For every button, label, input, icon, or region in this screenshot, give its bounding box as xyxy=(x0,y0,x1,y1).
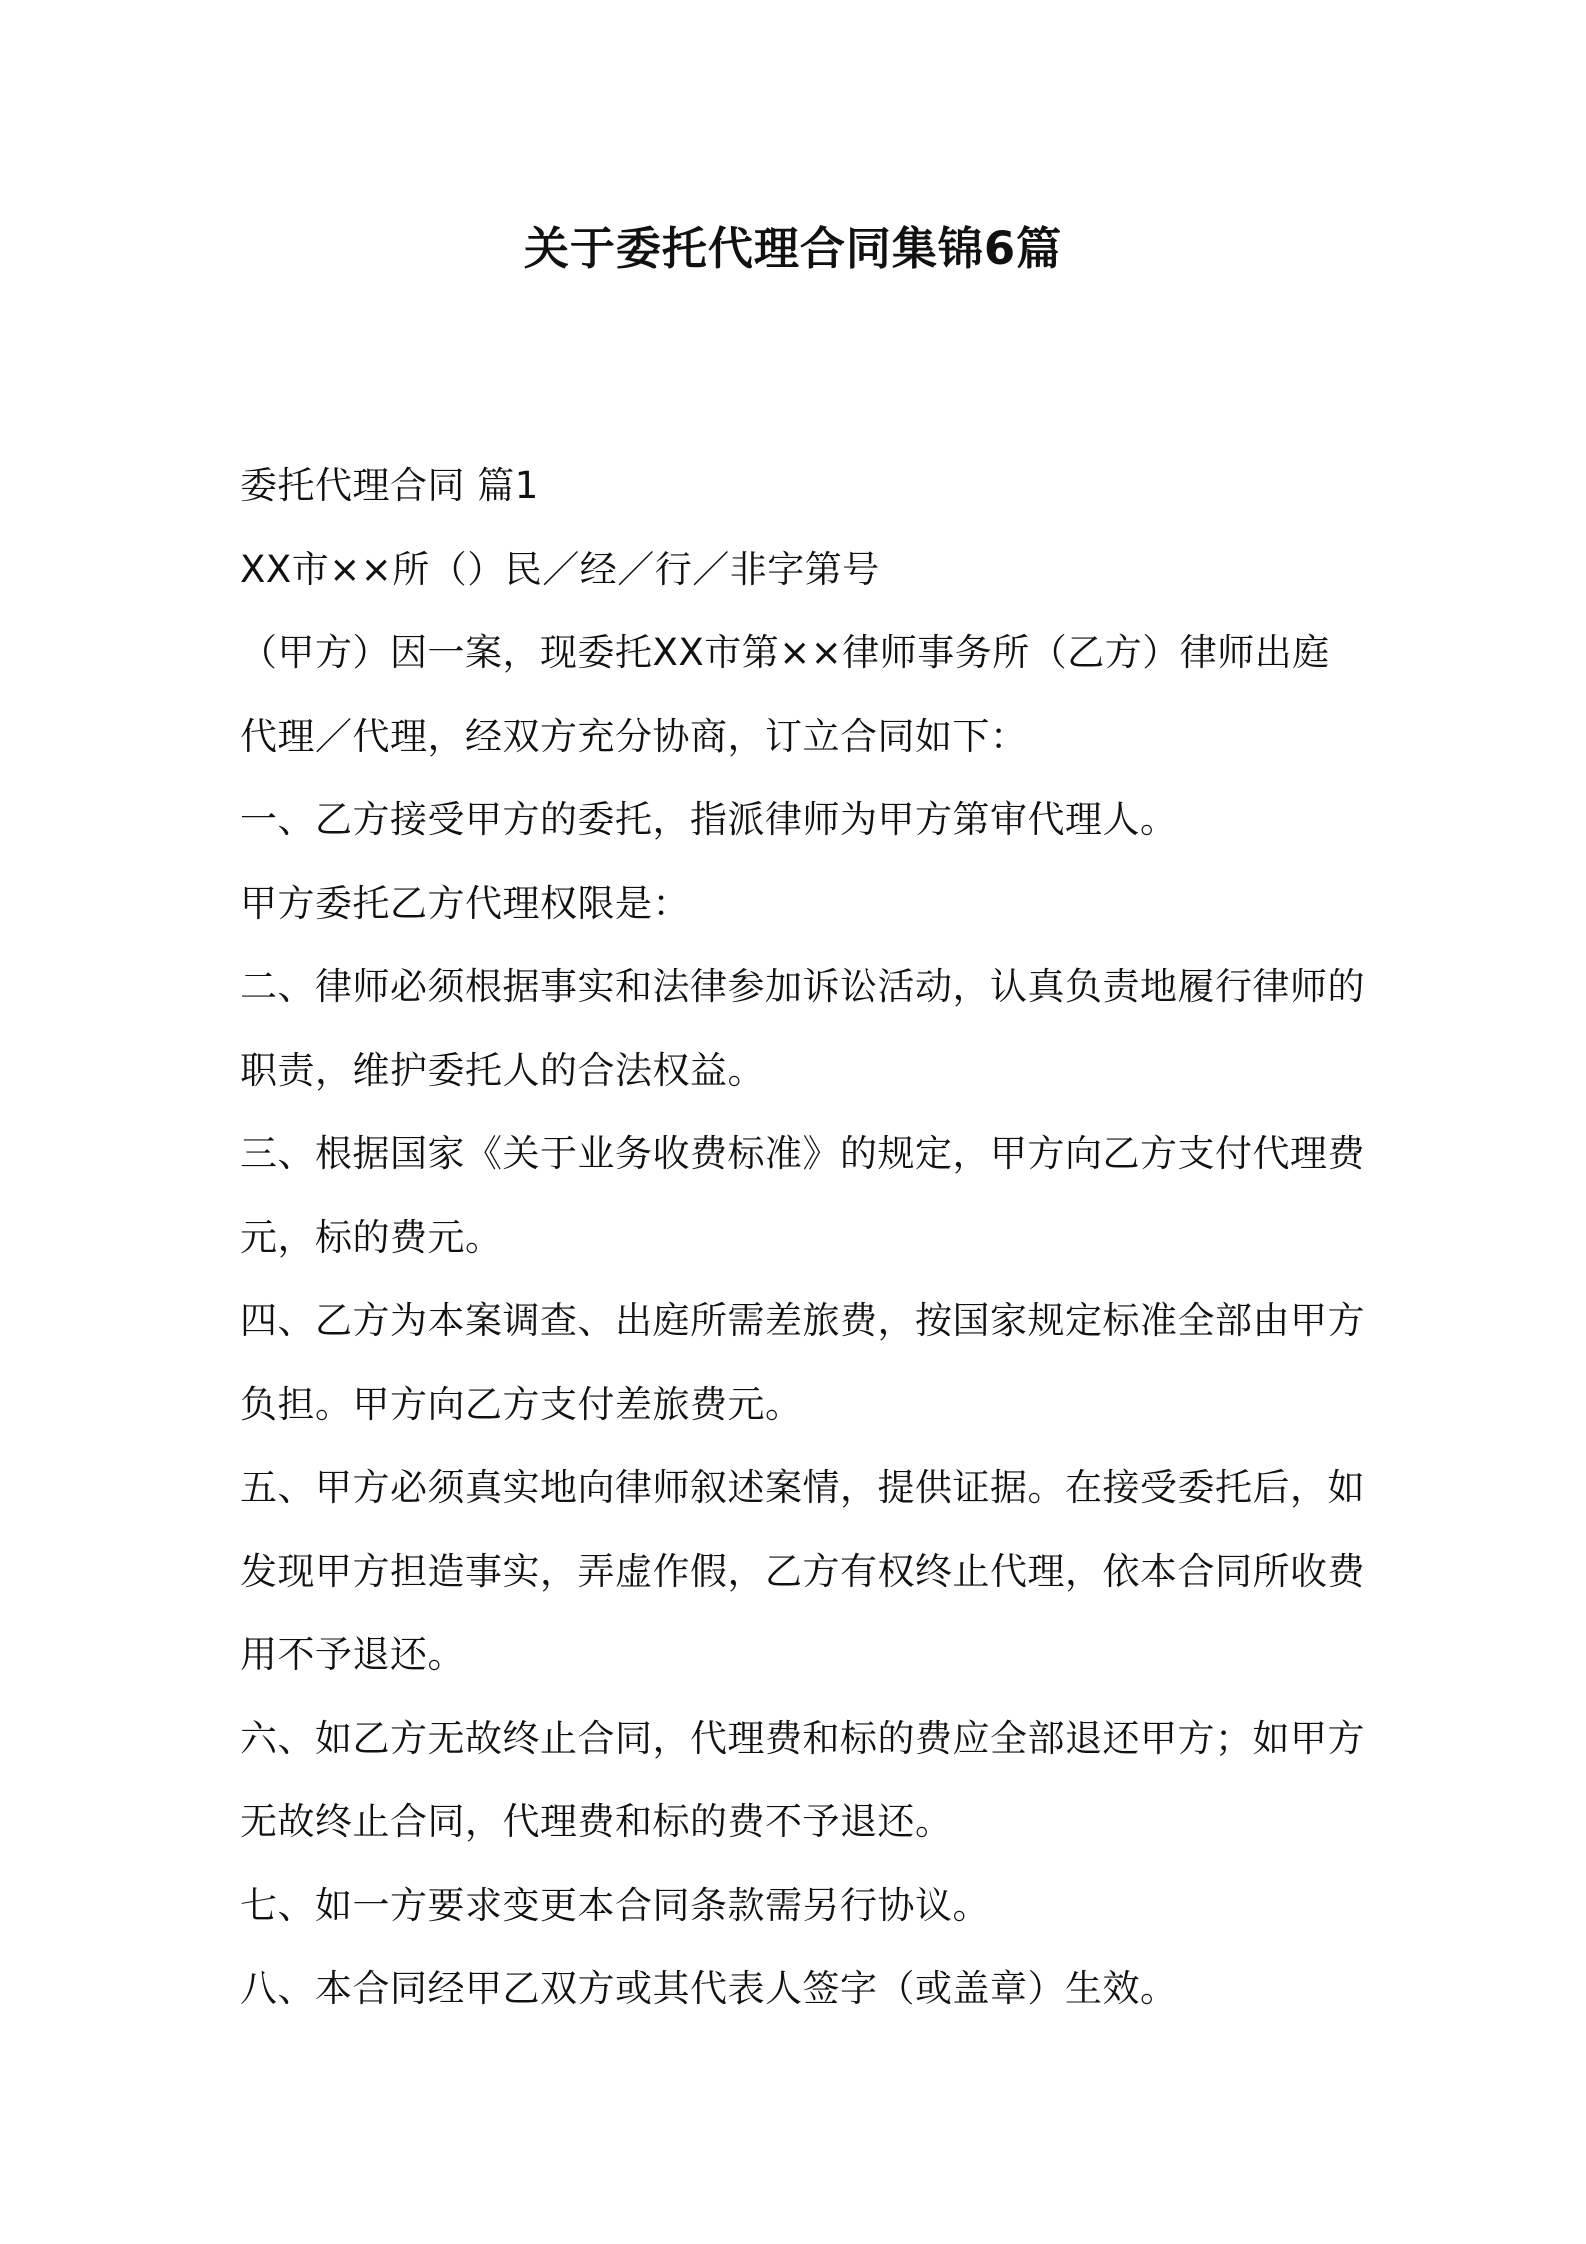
body-line: 负担。甲方向乙方支付差旅费元。 xyxy=(240,1382,803,1426)
clause-line: 一、乙方接受甲方的委托，指派律师为甲方第审代理人。 xyxy=(240,798,1178,841)
section-heading: 委托代理合同 篇1 xyxy=(240,464,539,507)
clause-line: 七、如一方要求变更本合同条款需另行协议。 xyxy=(240,1883,990,1927)
document-body xyxy=(240,444,1365,2031)
clause-line: 二、律师必须根据事实和法律参加诉讼活动，认真负责地履行律师的 xyxy=(240,965,1365,1008)
document-title: 关于委托代理合同集锦6篇 xyxy=(523,222,1063,275)
clause-line: 八、本合同经甲乙双方或其代表人签字（或盖章）生效。 xyxy=(240,1967,1178,2010)
body-line: 无故终止合同，代理费和标的费不予退还。 xyxy=(240,1800,953,1843)
body-line: 元，标的费元。 xyxy=(240,1215,503,1259)
body-line: 职责，维护委托人的合法权益。 xyxy=(240,1048,765,1092)
clause-line: 四、乙方为本案调查、出庭所需差旅费，按国家规定标准全部由甲方 xyxy=(240,1299,1365,1342)
clause-line: 五、甲方必须真实地向律师叙述案情，提供证据。在接受委托后，如 xyxy=(240,1466,1365,1509)
body-line: 代理／代理，经双方充分协商，订立合同如下： xyxy=(240,714,1028,758)
body-line: 用不予退还。 xyxy=(240,1633,465,1676)
clause-line: 六、如乙方无故终止合同，代理费和标的费应全部退还甲方；如甲方 xyxy=(240,1716,1365,1760)
body-line: 发现甲方担造事实，弄虚作假，乙方有权终止代理，依本合同所收费 xyxy=(240,1549,1365,1593)
body-line: （甲方）因一案，现委托XX市第××律师事务所（乙方）律师出庭 xyxy=(240,631,1330,674)
case-number-line: XX市××所（）民／经／行／非字第号 xyxy=(240,547,880,591)
body-line: 甲方委托乙方代理权限是： xyxy=(240,881,690,925)
clause-line: 三、根据国家《关于业务收费标准》的规定，甲方向乙方支付代理费 xyxy=(240,1132,1365,1175)
